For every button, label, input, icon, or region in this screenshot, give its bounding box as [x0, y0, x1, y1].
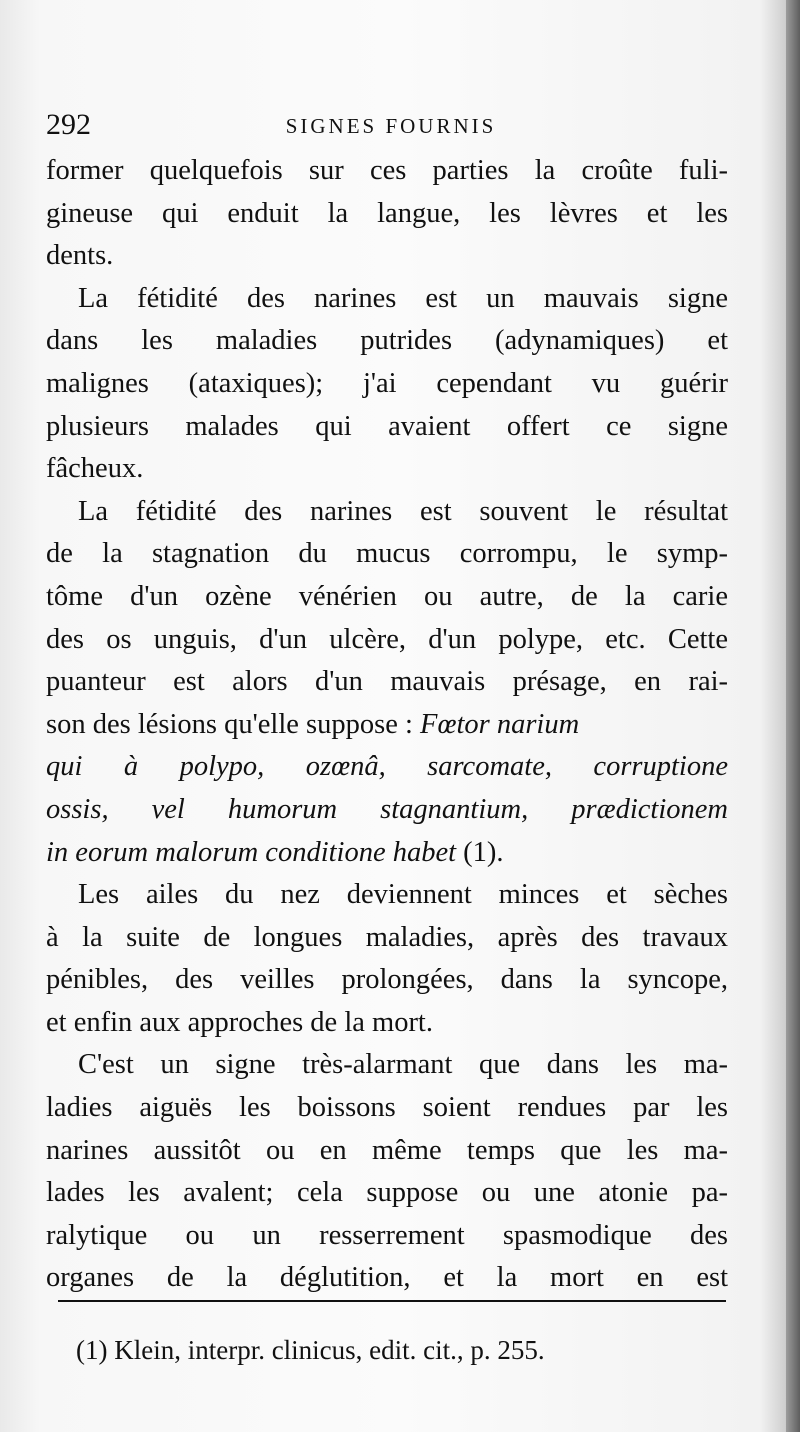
- text-line: [46, 832, 728, 875]
- body-text: [46, 150, 728, 1300]
- text-line: des os unguis, d'un ulcère, d'un polype, etc. Cette: [46, 623, 728, 655]
- footnote-reference: (1).: [456, 836, 504, 868]
- text-line: Les ailes du nez deviennent minces et sèches: [78, 879, 728, 911]
- text-line: C'est un signe très-alarmant que dans les ma-: [78, 1049, 728, 1081]
- text-line: lades les avalent; cela suppose ou une atonie pa-: [46, 1177, 728, 1209]
- text-line: dents.: [46, 240, 114, 272]
- running-head: SIGNES FOURNIS: [285, 114, 497, 138]
- text-line: La fétidité des narines est souvent le résultat: [78, 495, 728, 527]
- footnote: (1) Klein, interpr. clinicus, edit. cit., p. 255.: [76, 1335, 545, 1365]
- text-segment: son des lésions qu'elle suppose :: [46, 708, 421, 740]
- text-line: plusieurs malades qui avaient offert ce signe: [46, 410, 728, 442]
- text-line: dans les maladies putrides (adynamiques) et: [46, 325, 728, 357]
- text-line: fâcheux.: [46, 453, 144, 485]
- text-line: ladies aiguës les boissons soient rendues par les: [46, 1092, 728, 1124]
- text-line: gineuse qui enduit la langue, les lèvres et les: [46, 197, 728, 229]
- text-line: organes de la déglutition, et la mort en est: [46, 1262, 728, 1294]
- text-line: à la suite de longues maladies, après des travaux: [46, 921, 728, 953]
- latin-quote-line: qui à polypo, ozœnâ, sarcomate, corruptione: [46, 751, 728, 783]
- text-line: former quelquefois sur ces parties la croûte fuli-: [46, 155, 728, 186]
- page-header: [46, 108, 736, 148]
- text-line: malignes (ataxiques); j'ai cependant vu guérir: [46, 367, 728, 399]
- text-line: ralytique ou un resserrement spasmodique des: [46, 1219, 728, 1251]
- latin-quote-segment: Fœtor narium: [420, 708, 580, 740]
- text-line: et enfin aux approches de la mort.: [46, 1006, 433, 1038]
- text-line: tôme d'un ozène vénérien ou autre, de la carie: [46, 580, 728, 612]
- text-line: [46, 704, 728, 747]
- latin-quote-segment: in eorum malorum conditione habet: [46, 836, 457, 868]
- footnote-rule: [58, 1300, 726, 1302]
- text-line: pénibles, des veilles prolongées, dans la syncope,: [46, 964, 728, 996]
- text-line: de la stagnation du mucus corrompu, le symp-: [46, 538, 728, 570]
- page-number: 292: [46, 108, 91, 141]
- text-line: narines aussitôt ou en même temps que les ma-: [46, 1134, 728, 1166]
- latin-quote-line: ossis, vel humorum stagnantium, prædictionem: [46, 793, 728, 825]
- text-line: La fétidité des narines est un mauvais signe: [78, 282, 728, 314]
- page-edge-shadow: [786, 0, 800, 1432]
- text-line: puanteur est alors d'un mauvais présage, en rai-: [46, 666, 728, 698]
